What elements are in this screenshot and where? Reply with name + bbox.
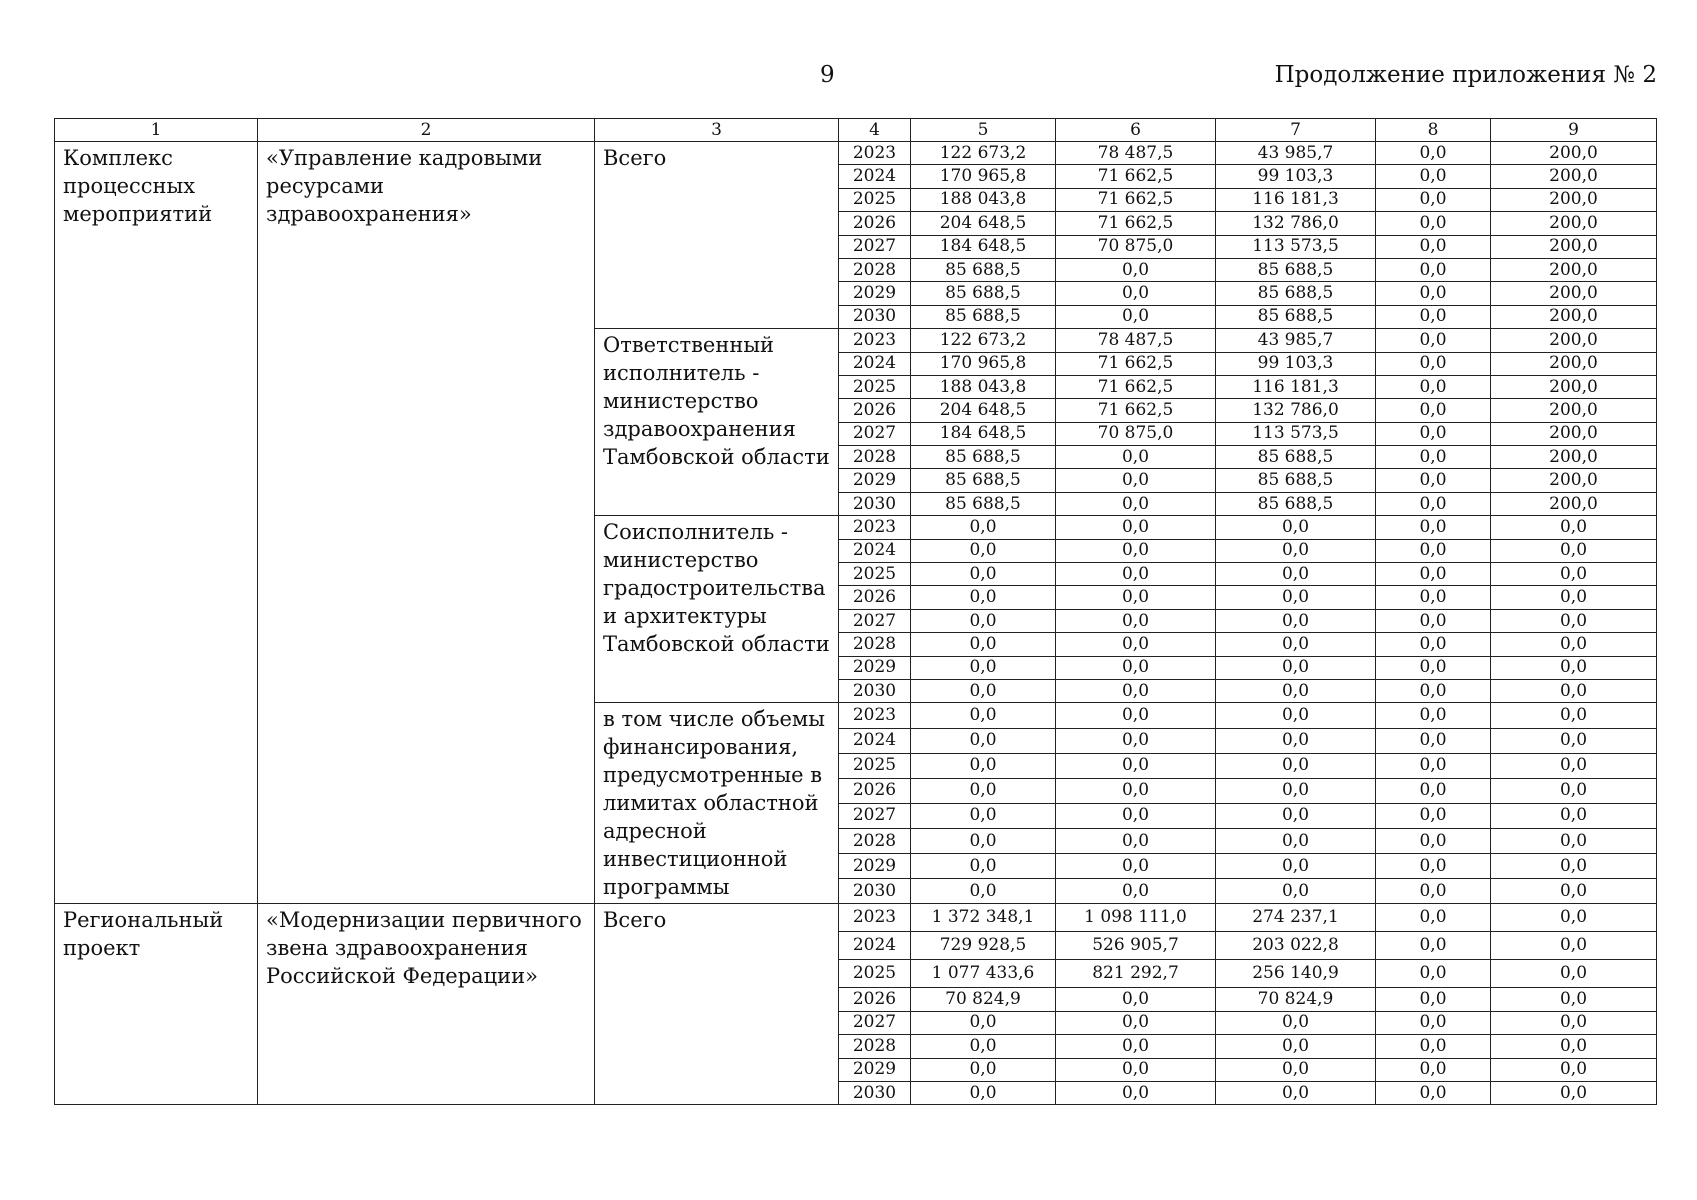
value-cell: 0,0 <box>1376 516 1491 539</box>
column-header: 4 <box>839 119 911 142</box>
value-cell: 200,0 <box>1491 305 1657 328</box>
value-cell: 0,0 <box>1216 728 1376 753</box>
value-cell: 0,0 <box>1056 854 1216 879</box>
value-cell: 0,0 <box>1056 803 1216 828</box>
column-header: 9 <box>1491 119 1657 142</box>
value-cell: 0,0 <box>1056 563 1216 586</box>
value-cell: 200,0 <box>1491 375 1657 398</box>
value-cell: 0,0 <box>1056 516 1216 539</box>
year-cell: 2027 <box>839 803 911 828</box>
value-cell: 0,0 <box>1056 879 1216 904</box>
year-cell: 2029 <box>839 854 911 879</box>
value-cell: 170 965,8 <box>911 165 1056 188</box>
value-cell: 0,0 <box>1376 492 1491 515</box>
value-cell: 0,0 <box>1216 879 1376 904</box>
value-cell: 116 181,3 <box>1216 188 1376 211</box>
value-cell: 0,0 <box>1056 469 1216 492</box>
value-cell: 0,0 <box>1491 753 1657 778</box>
value-cell: 0,0 <box>1491 904 1657 932</box>
value-cell: 0,0 <box>1491 988 1657 1011</box>
value-cell: 0,0 <box>1216 516 1376 539</box>
value-cell: 0,0 <box>1216 563 1376 586</box>
appendix-title: Продолжение приложения № 2 <box>1274 62 1657 88</box>
value-cell: 0,0 <box>1056 1035 1216 1058</box>
value-cell: 0,0 <box>1376 609 1491 632</box>
value-cell: 85 688,5 <box>1216 305 1376 328</box>
value-cell: 0,0 <box>1056 988 1216 1011</box>
value-cell: 0,0 <box>1056 656 1216 679</box>
value-cell: 0,0 <box>1216 586 1376 609</box>
value-cell: 0,0 <box>1491 879 1657 904</box>
value-cell: 0,0 <box>1216 609 1376 632</box>
value-cell: 0,0 <box>1376 329 1491 352</box>
column-header: 6 <box>1056 119 1216 142</box>
value-cell: 78 487,5 <box>1056 329 1216 352</box>
value-cell: 0,0 <box>1491 539 1657 562</box>
year-cell: 2023 <box>839 703 911 728</box>
column-header: 2 <box>258 119 595 142</box>
value-cell: 85 688,5 <box>1216 469 1376 492</box>
value-cell: 0,0 <box>1491 656 1657 679</box>
value-cell: 0,0 <box>911 539 1056 562</box>
value-cell: 43 985,7 <box>1216 329 1376 352</box>
value-cell: 0,0 <box>1491 609 1657 632</box>
value-cell: 0,0 <box>1376 282 1491 305</box>
year-cell: 2024 <box>839 932 911 960</box>
group-label: Всего <box>595 904 839 1105</box>
value-cell: 0,0 <box>1491 960 1657 988</box>
value-cell: 170 965,8 <box>911 352 1056 375</box>
value-cell: 0,0 <box>1216 1081 1376 1104</box>
value-cell: 200,0 <box>1491 422 1657 445</box>
value-cell: 204 648,5 <box>911 399 1056 422</box>
financing-table <box>54 118 1657 1105</box>
value-cell: 0,0 <box>1376 904 1491 932</box>
value-cell: 200,0 <box>1491 212 1657 235</box>
value-cell: 0,0 <box>1376 375 1491 398</box>
year-cell: 2024 <box>839 539 911 562</box>
year-cell: 2030 <box>839 492 911 515</box>
value-cell: 85 688,5 <box>911 446 1056 469</box>
value-cell: 0,0 <box>1376 399 1491 422</box>
value-cell: 0,0 <box>1491 1081 1657 1104</box>
value-cell: 0,0 <box>1491 728 1657 753</box>
value-cell: 85 688,5 <box>911 282 1056 305</box>
value-cell: 0,0 <box>911 728 1056 753</box>
value-cell: 0,0 <box>1376 829 1491 854</box>
value-cell: 200,0 <box>1491 492 1657 515</box>
section-type: Комплекс процессных мероприятий <box>55 142 258 904</box>
value-cell: 0,0 <box>1376 656 1491 679</box>
value-cell: 204 648,5 <box>911 212 1056 235</box>
value-cell: 0,0 <box>911 753 1056 778</box>
value-cell: 0,0 <box>1491 778 1657 803</box>
value-cell: 113 573,5 <box>1216 235 1376 258</box>
value-cell: 0,0 <box>1491 829 1657 854</box>
value-cell: 0,0 <box>1376 633 1491 656</box>
value-cell: 0,0 <box>911 656 1056 679</box>
value-cell: 200,0 <box>1491 399 1657 422</box>
value-cell: 0,0 <box>1376 803 1491 828</box>
value-cell: 188 043,8 <box>911 188 1056 211</box>
value-cell: 0,0 <box>1376 1011 1491 1034</box>
year-cell: 2029 <box>839 1058 911 1081</box>
year-cell: 2030 <box>839 879 911 904</box>
value-cell: 0,0 <box>1216 854 1376 879</box>
value-cell: 0,0 <box>1376 932 1491 960</box>
value-cell: 0,0 <box>911 1011 1056 1034</box>
value-cell: 0,0 <box>1376 778 1491 803</box>
year-cell: 2023 <box>839 904 911 932</box>
value-cell: 0,0 <box>1216 829 1376 854</box>
value-cell: 0,0 <box>1056 539 1216 562</box>
value-cell: 0,0 <box>1216 753 1376 778</box>
group-label: Ответственный исполнитель - министерство здравоохранения Тамбовской области <box>595 329 839 516</box>
value-cell: 0,0 <box>1376 753 1491 778</box>
value-cell: 0,0 <box>1491 563 1657 586</box>
value-cell: 184 648,5 <box>911 422 1056 445</box>
group-label: Соисполнитель - министерство градостроительства и архитектуры Тамбовской области <box>595 516 839 703</box>
value-cell: 132 786,0 <box>1216 212 1376 235</box>
value-cell: 0,0 <box>1216 633 1376 656</box>
value-cell: 274 237,1 <box>1216 904 1376 932</box>
value-cell: 821 292,7 <box>1056 960 1216 988</box>
value-cell: 0,0 <box>1216 679 1376 702</box>
value-cell: 71 662,5 <box>1056 352 1216 375</box>
value-cell: 70 824,9 <box>911 988 1056 1011</box>
value-cell: 0,0 <box>911 703 1056 728</box>
year-cell: 2023 <box>839 142 911 165</box>
value-cell: 0,0 <box>1056 258 1216 281</box>
value-cell: 0,0 <box>1376 960 1491 988</box>
value-cell: 0,0 <box>911 854 1056 879</box>
value-cell: 0,0 <box>1056 829 1216 854</box>
column-header: 3 <box>595 119 839 142</box>
value-cell: 0,0 <box>1056 728 1216 753</box>
year-cell: 2023 <box>839 516 911 539</box>
value-cell: 0,0 <box>1376 258 1491 281</box>
value-cell: 0,0 <box>1491 803 1657 828</box>
value-cell: 0,0 <box>1056 633 1216 656</box>
value-cell: 113 573,5 <box>1216 422 1376 445</box>
value-cell: 0,0 <box>1056 679 1216 702</box>
year-cell: 2025 <box>839 960 911 988</box>
year-cell: 2026 <box>839 212 911 235</box>
value-cell: 0,0 <box>1216 803 1376 828</box>
year-cell: 2027 <box>839 235 911 258</box>
value-cell: 0,0 <box>1056 1081 1216 1104</box>
value-cell: 200,0 <box>1491 142 1657 165</box>
value-cell: 0,0 <box>1216 1011 1376 1034</box>
year-cell: 2028 <box>839 258 911 281</box>
year-cell: 2023 <box>839 329 911 352</box>
value-cell: 0,0 <box>1216 1035 1376 1058</box>
year-cell: 2030 <box>839 1081 911 1104</box>
section-type: Региональный проект <box>55 904 258 1105</box>
value-cell: 200,0 <box>1491 329 1657 352</box>
value-cell: 729 928,5 <box>911 932 1056 960</box>
year-cell: 2026 <box>839 988 911 1011</box>
value-cell: 0,0 <box>1216 703 1376 728</box>
year-cell: 2029 <box>839 656 911 679</box>
year-cell: 2028 <box>839 633 911 656</box>
value-cell: 0,0 <box>1376 422 1491 445</box>
value-cell: 203 022,8 <box>1216 932 1376 960</box>
value-cell: 0,0 <box>1491 1035 1657 1058</box>
value-cell: 0,0 <box>1491 633 1657 656</box>
column-header: 5 <box>911 119 1056 142</box>
section-name: «Управление кадровыми ресурсами здравоохранения» <box>258 142 595 904</box>
value-cell: 0,0 <box>911 778 1056 803</box>
value-cell: 200,0 <box>1491 188 1657 211</box>
value-cell: 0,0 <box>911 1081 1056 1104</box>
year-cell: 2028 <box>839 446 911 469</box>
page-number: 9 <box>820 62 835 88</box>
value-cell: 0,0 <box>1491 586 1657 609</box>
section-name: «Модернизации первичного звена здравоохранения Российской Федерации» <box>258 904 595 1105</box>
group-label: в том числе объемы финансирования, предусмотренные в лимитах областной адресной инвестиционной программы <box>595 703 839 904</box>
year-cell: 2025 <box>839 188 911 211</box>
value-cell: 0,0 <box>1376 1058 1491 1081</box>
value-cell: 188 043,8 <box>911 375 1056 398</box>
value-cell: 0,0 <box>911 679 1056 702</box>
value-cell: 85 688,5 <box>1216 258 1376 281</box>
value-cell: 200,0 <box>1491 446 1657 469</box>
value-cell: 0,0 <box>911 829 1056 854</box>
value-cell: 71 662,5 <box>1056 165 1216 188</box>
value-cell: 0,0 <box>1056 305 1216 328</box>
value-cell: 0,0 <box>1376 1081 1491 1104</box>
value-cell: 0,0 <box>1056 703 1216 728</box>
value-cell: 0,0 <box>1216 778 1376 803</box>
value-cell: 256 140,9 <box>1216 960 1376 988</box>
value-cell: 0,0 <box>911 879 1056 904</box>
value-cell: 43 985,7 <box>1216 142 1376 165</box>
value-cell: 0,0 <box>911 1058 1056 1081</box>
value-cell: 0,0 <box>1056 1011 1216 1034</box>
value-cell: 0,0 <box>911 609 1056 632</box>
value-cell: 0,0 <box>911 563 1056 586</box>
value-cell: 0,0 <box>1376 212 1491 235</box>
value-cell: 0,0 <box>1376 563 1491 586</box>
column-header: 1 <box>55 119 258 142</box>
year-cell: 2029 <box>839 282 911 305</box>
value-cell: 1 077 433,6 <box>911 960 1056 988</box>
value-cell: 0,0 <box>1056 586 1216 609</box>
year-cell: 2025 <box>839 563 911 586</box>
value-cell: 200,0 <box>1491 235 1657 258</box>
value-cell: 0,0 <box>1376 703 1491 728</box>
value-cell: 1 098 111,0 <box>1056 904 1216 932</box>
year-cell: 2028 <box>839 829 911 854</box>
value-cell: 526 905,7 <box>1056 932 1216 960</box>
value-cell: 0,0 <box>911 586 1056 609</box>
value-cell: 0,0 <box>1376 446 1491 469</box>
value-cell: 0,0 <box>1376 679 1491 702</box>
column-header: 7 <box>1216 119 1376 142</box>
value-cell: 0,0 <box>1491 932 1657 960</box>
value-cell: 0,0 <box>1216 656 1376 679</box>
value-cell: 1 372 348,1 <box>911 904 1056 932</box>
value-cell: 0,0 <box>1376 539 1491 562</box>
value-cell: 85 688,5 <box>1216 282 1376 305</box>
year-cell: 2030 <box>839 679 911 702</box>
value-cell: 0,0 <box>1376 235 1491 258</box>
year-cell: 2026 <box>839 778 911 803</box>
year-cell: 2029 <box>839 469 911 492</box>
value-cell: 71 662,5 <box>1056 399 1216 422</box>
year-cell: 2025 <box>839 753 911 778</box>
value-cell: 0,0 <box>1376 728 1491 753</box>
value-cell: 99 103,3 <box>1216 352 1376 375</box>
value-cell: 0,0 <box>1056 753 1216 778</box>
value-cell: 0,0 <box>1056 282 1216 305</box>
table-row <box>55 142 1657 165</box>
value-cell: 85 688,5 <box>911 492 1056 515</box>
value-cell: 0,0 <box>1376 988 1491 1011</box>
value-cell: 0,0 <box>1491 854 1657 879</box>
year-cell: 2024 <box>839 165 911 188</box>
value-cell: 0,0 <box>1491 679 1657 702</box>
value-cell: 200,0 <box>1491 282 1657 305</box>
column-header: 8 <box>1376 119 1491 142</box>
value-cell: 85 688,5 <box>911 469 1056 492</box>
value-cell: 0,0 <box>1056 1058 1216 1081</box>
value-cell: 0,0 <box>1376 469 1491 492</box>
value-cell: 0,0 <box>1056 609 1216 632</box>
value-cell: 0,0 <box>1056 446 1216 469</box>
group-label: Всего <box>595 142 839 329</box>
value-cell: 0,0 <box>1056 778 1216 803</box>
year-cell: 2027 <box>839 609 911 632</box>
value-cell: 85 688,5 <box>1216 492 1376 515</box>
value-cell: 0,0 <box>911 803 1056 828</box>
value-cell: 0,0 <box>1216 1058 1376 1081</box>
year-cell: 2025 <box>839 375 911 398</box>
value-cell: 122 673,2 <box>911 142 1056 165</box>
year-cell: 2030 <box>839 305 911 328</box>
value-cell: 70 875,0 <box>1056 422 1216 445</box>
value-cell: 0,0 <box>1216 539 1376 562</box>
value-cell: 85 688,5 <box>911 258 1056 281</box>
value-cell: 71 662,5 <box>1056 188 1216 211</box>
value-cell: 200,0 <box>1491 469 1657 492</box>
value-cell: 0,0 <box>911 1035 1056 1058</box>
value-cell: 99 103,3 <box>1216 165 1376 188</box>
value-cell: 85 688,5 <box>1216 446 1376 469</box>
year-cell: 2024 <box>839 352 911 375</box>
value-cell: 71 662,5 <box>1056 212 1216 235</box>
year-cell: 2026 <box>839 586 911 609</box>
year-cell: 2028 <box>839 1035 911 1058</box>
value-cell: 0,0 <box>1376 1035 1491 1058</box>
value-cell: 122 673,2 <box>911 329 1056 352</box>
value-cell: 0,0 <box>1056 492 1216 515</box>
year-cell: 2026 <box>839 399 911 422</box>
value-cell: 0,0 <box>1376 142 1491 165</box>
year-cell: 2027 <box>839 1011 911 1034</box>
value-cell: 70 875,0 <box>1056 235 1216 258</box>
value-cell: 200,0 <box>1491 258 1657 281</box>
value-cell: 116 181,3 <box>1216 375 1376 398</box>
column-number-row <box>55 119 1657 142</box>
value-cell: 0,0 <box>1491 1058 1657 1081</box>
value-cell: 0,0 <box>1491 516 1657 539</box>
value-cell: 78 487,5 <box>1056 142 1216 165</box>
value-cell: 132 786,0 <box>1216 399 1376 422</box>
value-cell: 0,0 <box>1376 305 1491 328</box>
value-cell: 0,0 <box>1491 703 1657 728</box>
value-cell: 0,0 <box>1376 188 1491 211</box>
year-cell: 2027 <box>839 422 911 445</box>
value-cell: 184 648,5 <box>911 235 1056 258</box>
value-cell: 0,0 <box>911 633 1056 656</box>
value-cell: 0,0 <box>1376 586 1491 609</box>
table-row <box>55 904 1657 932</box>
value-cell: 0,0 <box>911 516 1056 539</box>
value-cell: 0,0 <box>1376 352 1491 375</box>
value-cell: 200,0 <box>1491 165 1657 188</box>
value-cell: 0,0 <box>1376 879 1491 904</box>
value-cell: 70 824,9 <box>1216 988 1376 1011</box>
value-cell: 0,0 <box>1491 1011 1657 1034</box>
year-cell: 2024 <box>839 728 911 753</box>
value-cell: 71 662,5 <box>1056 375 1216 398</box>
value-cell: 0,0 <box>1376 854 1491 879</box>
value-cell: 0,0 <box>1376 165 1491 188</box>
value-cell: 200,0 <box>1491 352 1657 375</box>
value-cell: 85 688,5 <box>911 305 1056 328</box>
